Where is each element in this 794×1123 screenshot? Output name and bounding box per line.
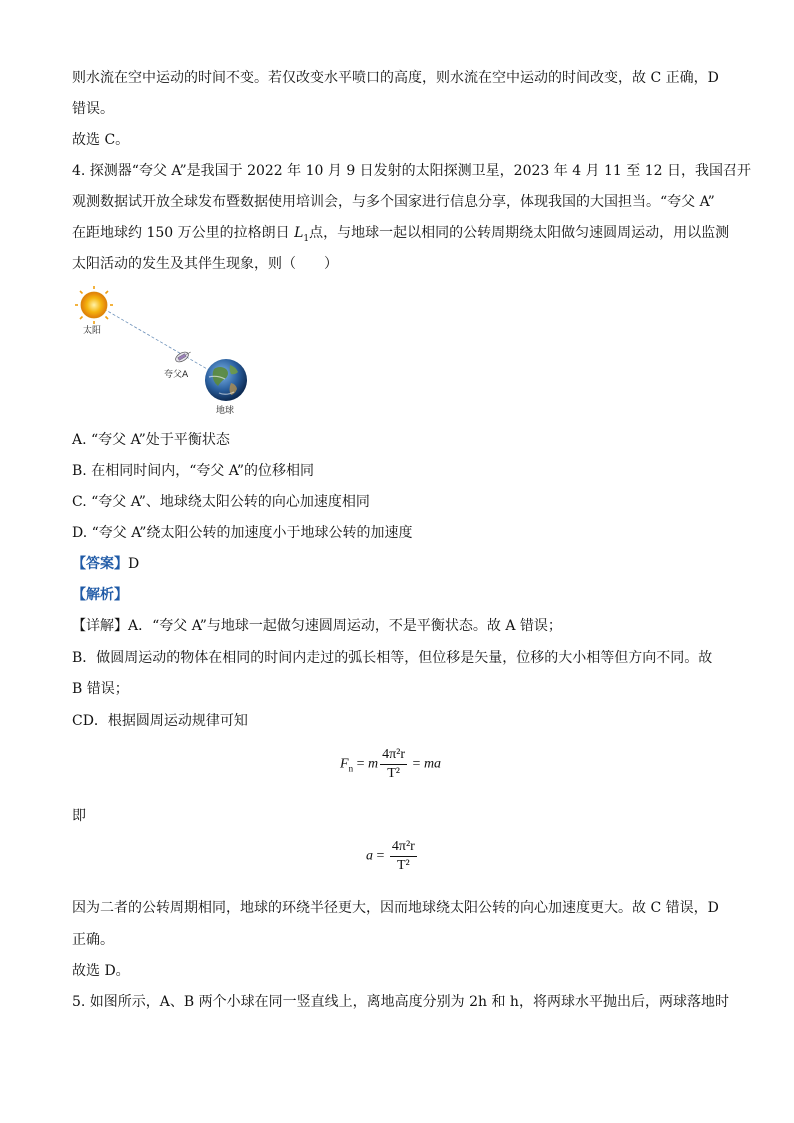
text-line: 即 bbox=[72, 808, 86, 824]
formula-fraction bbox=[380, 746, 407, 783]
lagrange-symbol: L bbox=[294, 225, 304, 241]
sun-label: 太阳 bbox=[83, 326, 102, 336]
acceleration-formula bbox=[366, 838, 419, 875]
text-segment: 在距地球约 150 万公里的拉格朗日 bbox=[72, 225, 295, 241]
formula-fraction bbox=[390, 838, 417, 875]
earth-label: 地球 bbox=[216, 406, 235, 416]
detail-line bbox=[72, 616, 737, 636]
probe-icon bbox=[174, 349, 193, 364]
text-line: 则水流在空中运动的时间不变。若仅改变水平喷口的高度，则水流在空中运动的时间改变，故 C 正确，D bbox=[72, 70, 719, 86]
option-a: A. “夸父 A”处于平衡状态 bbox=[72, 432, 230, 448]
earth-icon bbox=[205, 359, 247, 401]
answer-tag: 【答案】 bbox=[72, 556, 128, 572]
detail-text: A．“夸父 A”与地球一起做匀速圆周运动，不是平衡状态。故 A 错误； bbox=[128, 618, 562, 634]
question-4-line bbox=[72, 223, 737, 249]
figure-svg bbox=[74, 285, 254, 415]
probe-label: 夸父A bbox=[164, 370, 189, 380]
text-line: 故选 C。 bbox=[72, 132, 130, 148]
orbit-dash-line bbox=[104, 309, 214, 373]
text-line: 错误。 bbox=[72, 101, 114, 117]
text-segment: 点，与地球一起以相同的公转周期绕太阳做匀速圆周运动，用以监测 bbox=[309, 225, 730, 241]
fraction-denominator: T² bbox=[387, 766, 400, 781]
detail-line: B 错误； bbox=[72, 681, 129, 697]
question-4-line: 4. 探测器“夸父 A”是我国于 2022 年 10 月 9 日发射的太阳探测卫星，2023 年 4 月 11 至 12 日，我国召开 bbox=[72, 163, 751, 179]
answer-line bbox=[72, 554, 737, 574]
option-b: B. 在相同时间内，“夸父 A”的位移相同 bbox=[72, 463, 315, 479]
formula-equals: = bbox=[412, 756, 421, 772]
fraction-numerator: 4π²r bbox=[380, 746, 407, 765]
formula-symbol: m bbox=[367, 756, 379, 772]
text-line: 故选 D。 bbox=[72, 963, 130, 979]
answer-value: D bbox=[128, 556, 140, 572]
detail-line: B．做圆周运动的物体在相同的时间内走过的弧长相等，但位移是矢量，位移的大小相等但方向不同。故 bbox=[72, 650, 713, 666]
analysis-line bbox=[72, 585, 737, 605]
question-5-line: 5. 如图所示，A、B 两个小球在同一竖直线上，离地高度分别为 2h 和 h，将两球水平抛出后，两球落地时 bbox=[72, 994, 729, 1010]
formula-symbol: ma bbox=[423, 756, 442, 772]
sun-probe-earth-figure bbox=[74, 285, 254, 415]
sun-icon bbox=[75, 286, 113, 324]
formula-equals: = bbox=[356, 756, 365, 772]
text-line: 正确。 bbox=[72, 932, 114, 948]
analysis-tag: 【解析】 bbox=[72, 587, 128, 603]
lagrange-subscript: 1 bbox=[303, 233, 310, 244]
formula-subscript: n bbox=[348, 763, 354, 774]
text-line: 因为二者的公转周期相同，地球的环绕半径更大，因而地球绕太阳公转的向心加速度更大。故 C 错误，D bbox=[72, 900, 719, 916]
option-c: C. “夸父 A”、地球绕太阳公转的向心加速度相同 bbox=[72, 494, 370, 510]
option-d: D. “夸父 A”绕太阳公转的加速度小于地球公转的加速度 bbox=[72, 525, 413, 541]
formula-symbol: a bbox=[366, 848, 373, 864]
detail-tag: 【详解】 bbox=[72, 618, 128, 634]
formula-equals: = bbox=[376, 848, 385, 864]
formula-symbol: F bbox=[340, 756, 349, 772]
fraction-denominator: T² bbox=[397, 858, 410, 873]
fraction-numerator: 4π²r bbox=[390, 838, 417, 857]
detail-line: CD．根据圆周运动规律可知 bbox=[72, 713, 248, 729]
question-4-line: 太阳活动的发生及其伴生现象，则（ ） bbox=[72, 256, 338, 272]
centripetal-formula bbox=[340, 746, 441, 783]
question-4-line: 观测数据试开放全球发布暨数据使用培训会，与多个国家进行信息分享，体现我国的大国担当。“夸父 A” bbox=[72, 194, 715, 210]
